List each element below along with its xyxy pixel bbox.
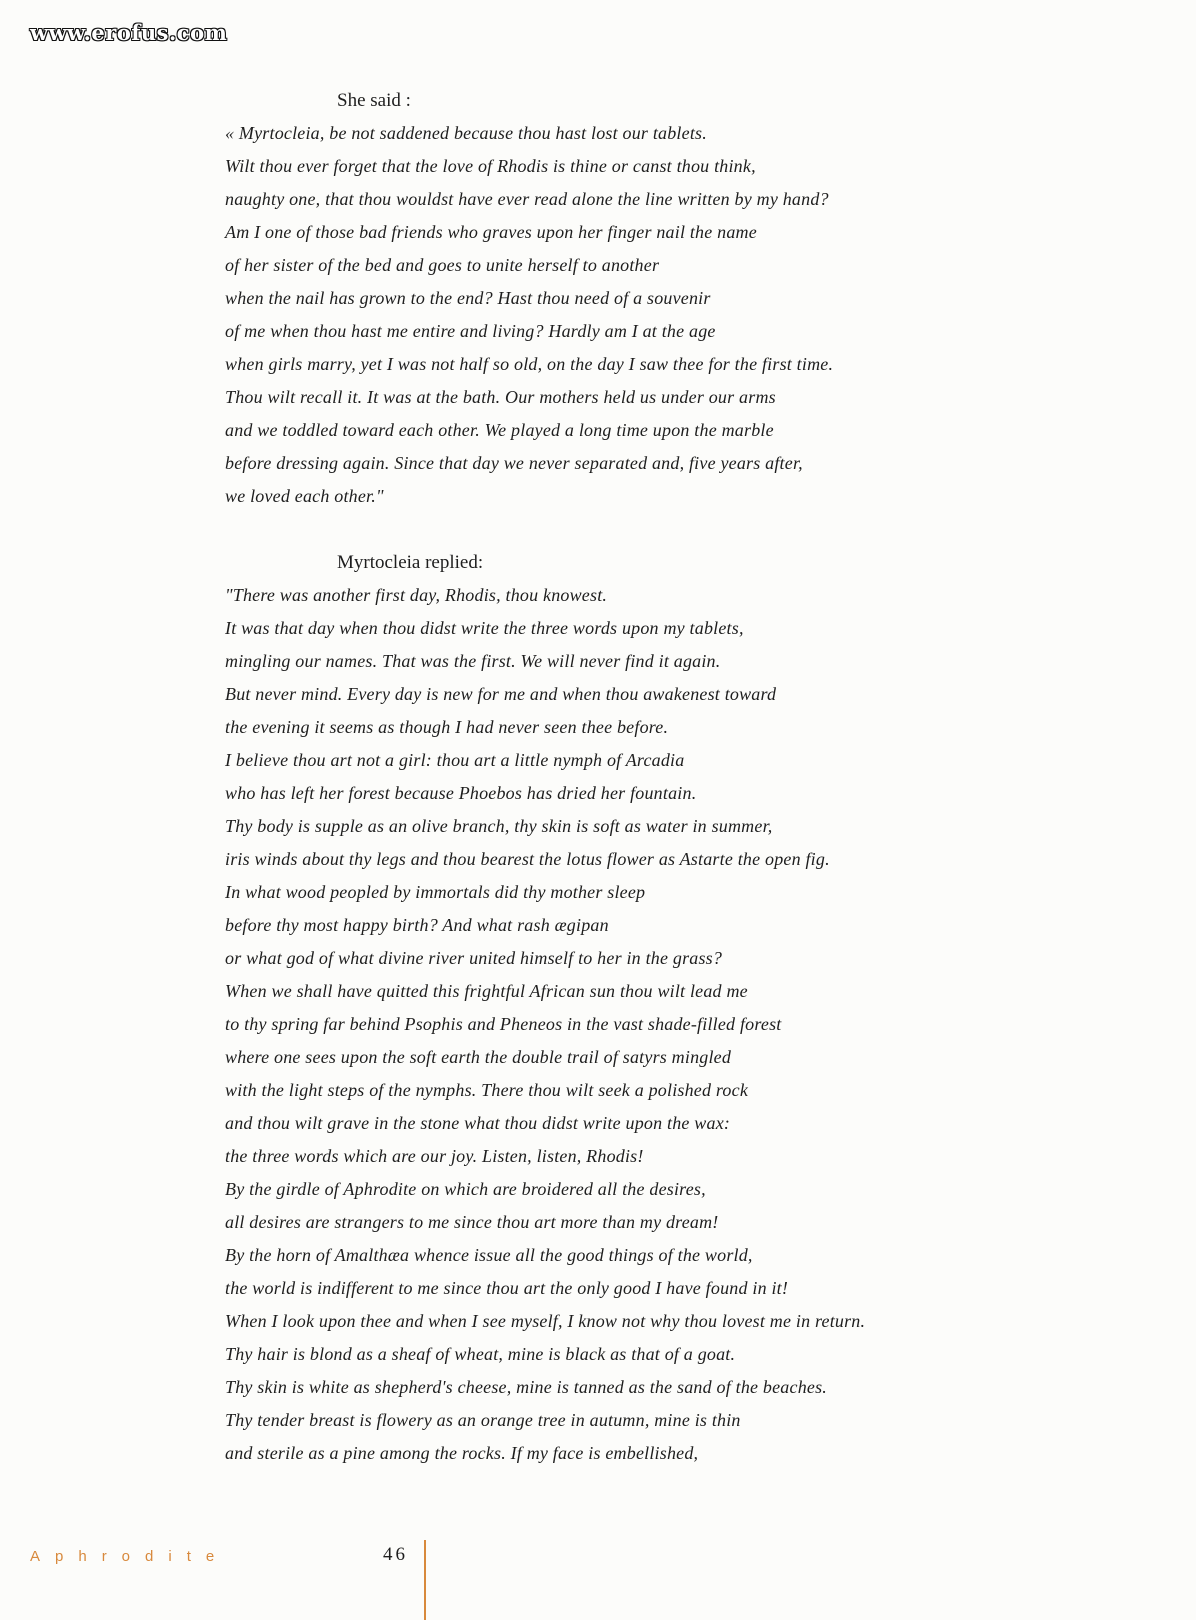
footer-divider: [424, 1540, 426, 1620]
text-line: where one sees upon the soft earth the double trail of satyrs mingled: [225, 1047, 732, 1067]
text-line: and sterile as a pine among the rocks. If my face is embellished,: [225, 1443, 699, 1463]
text-line: to thy spring far behind Psophis and Pheneos in the vast shade-filled forest: [225, 1014, 782, 1034]
text-line: and we toddled toward each other. We played a long time upon the marble: [225, 420, 774, 440]
text-line: the three words which are our joy. Listen, listen, Rhodis!: [225, 1146, 644, 1166]
section-1-text: [225, 117, 1125, 513]
text-line: the evening it seems as though I had never seen thee before.: [225, 717, 669, 737]
text-line: of her sister of the bed and goes to unite herself to another: [225, 255, 660, 275]
text-line: of me when thou hast me entire and living? Hardly am I at the age: [225, 321, 716, 341]
text-line: By the horn of Amalthæa whence issue all the good things of the world,: [225, 1245, 753, 1265]
text-line: we loved each other.": [225, 486, 384, 506]
text-line: "There was another first day, Rhodis, thou knowest.: [225, 585, 608, 605]
text-line: with the light steps of the nymphs. There thou wilt seek a polished rock: [225, 1080, 749, 1100]
text-line: or what god of what divine river united himself to her in the grass?: [225, 948, 723, 968]
section-2-text: [225, 579, 1125, 1470]
text-line: When we shall have quitted this frightful African sun thou wilt lead me: [225, 981, 748, 1001]
section-heading-myrtocleia-replied: Myrtocleia replied:: [337, 552, 484, 573]
text-line: iris winds about thy legs and thou bearest the lotus flower as Astarte the open fig.: [225, 849, 830, 869]
text-line: By the girdle of Aphrodite on which are broidered all the desires,: [225, 1179, 706, 1199]
section-heading-she-said: She said :: [337, 90, 411, 111]
text-line: In what wood peopled by immortals did thy mother sleep: [225, 882, 646, 902]
watermark: www.erofus.com: [30, 20, 228, 45]
text-line: the world is indifferent to me since thou art the only good I have found in it!: [225, 1278, 789, 1298]
text-line: and thou wilt grave in the stone what thou didst write upon the wax:: [225, 1113, 731, 1133]
text-line: when the nail has grown to the end? Hast thou need of a souvenir: [225, 288, 711, 308]
running-footer-title: Aphrodite: [30, 1548, 230, 1565]
text-line: « Myrtocleia, be not saddened because thou hast lost our tablets.: [225, 123, 707, 143]
text-line: Thy tender breast is flowery as an orange tree in autumn, mine is thin: [225, 1410, 741, 1430]
text-line: before dressing again. Since that day we never separated and, five years after,: [225, 453, 803, 473]
text-line: before thy most happy birth? And what rash ægipan: [225, 915, 609, 935]
text-line: Thy hair is blond as a sheaf of wheat, mine is black as that of a goat.: [225, 1344, 736, 1364]
text-line: who has left her forest because Phoebos has dried her fountain.: [225, 783, 697, 803]
text-line: Thou wilt recall it. It was at the bath. Our mothers held us under our arms: [225, 387, 776, 407]
text-line: Am I one of those bad friends who graves upon her finger nail the name: [225, 222, 757, 242]
text-line: Wilt thou ever forget that the love of Rhodis is thine or canst thou think,: [225, 156, 756, 176]
text-line: Thy skin is white as shepherd's cheese, mine is tanned as the sand of the beaches.: [225, 1377, 827, 1397]
text-line: naughty one, that thou wouldst have ever read alone the line written by my hand?: [225, 189, 829, 209]
text-line: I believe thou art not a girl: thou art a little nymph of Arcadia: [225, 750, 685, 770]
text-line: When I look upon thee and when I see myself, I know not why thou lovest me in return.: [225, 1311, 866, 1331]
text-line: Thy body is supple as an olive branch, thy skin is soft as water in summer,: [225, 816, 773, 836]
text-line: But never mind. Every day is new for me and when thou awakenest toward: [225, 684, 777, 704]
text-line: mingling our names. That was the first. We will never find it again.: [225, 651, 721, 671]
page-number: 46: [383, 1544, 408, 1565]
text-line: when girls marry, yet I was not half so old, on the day I saw thee for the first time.: [225, 354, 834, 374]
text-line: all desires are strangers to me since thou art more than my dream!: [225, 1212, 719, 1232]
text-line: It was that day when thou didst write the three words upon my tablets,: [225, 618, 744, 638]
